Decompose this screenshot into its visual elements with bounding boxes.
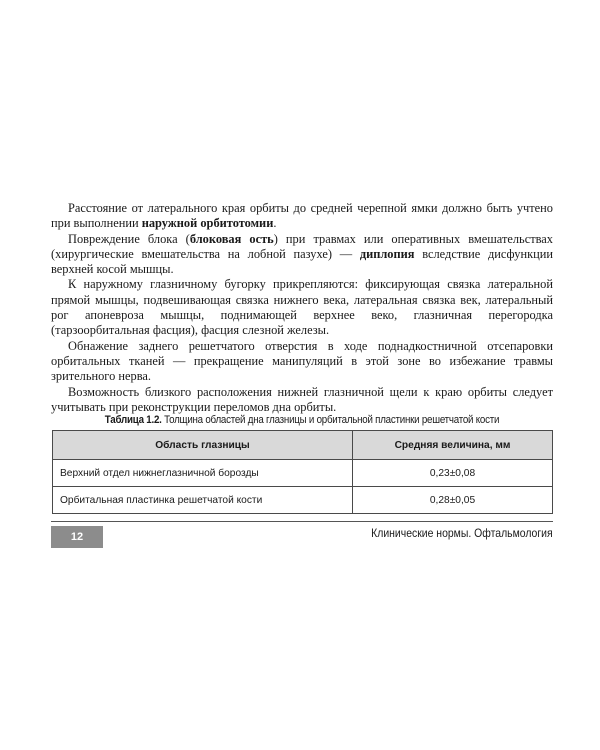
table-row — [53, 460, 553, 487]
table-cell-value: 0,28±0,05 — [353, 487, 553, 514]
table-caption — [71, 414, 533, 426]
body-text — [51, 201, 553, 415]
column-header-value: Средняя величина, мм — [353, 431, 553, 460]
running-title: Клинические нормы. Офтальмология — [371, 527, 553, 540]
table-caption-label: Таблица 1.2. — [104, 414, 162, 426]
paragraph: Возможность близкого расположения нижней глазничной щели к краю орбиты следует учитывать при реконструкции переломов дна орбиты. — [51, 384, 553, 414]
column-header-area: Область глазницы — [53, 431, 353, 460]
paragraph: Обнажение заднего решетчатого отверстия в ходе поднадкостничной отсепаровки орбитальных тканей — прекращение манипуляций в этой зоне во избежание травмы зрительного нерва. — [51, 338, 553, 384]
thickness-table — [52, 430, 553, 514]
paragraph: Повреждение блока (блоковая ость) при травмах или оперативных вмешательствах (хирургические вмешательства на лобной пазухе) — диплопия вследствие дисфункции верхней косой мышцы. — [51, 231, 553, 277]
paragraph: К наружному глазничному бугорку прикрепляются: фиксирующая связка латеральной прямой мышцы, подвешивающая связка нижнего века, латеральная связка век, латеральный рог апоневроза мышцы, поднимающей верхнее веко, глазничная перегородка (тарзоорбитальная фасция), фасция слезной железы. — [51, 277, 553, 338]
table-cell-area: Орбитальная пластинка решетчатой кости — [53, 487, 353, 514]
paragraph: Расстояние от латерального края орбиты до средней черепной ямки должно быть учтено при выполнении наружной орбитотомии. — [51, 201, 553, 231]
footer-divider — [51, 521, 553, 522]
table-cell-area: Верхний отдел нижнеглазничной борозды — [53, 460, 353, 487]
table-caption-text: Толщина областей дна глазницы и орбитальной пластинки решетчатой кости — [164, 414, 500, 426]
table-cell-value: 0,23±0,08 — [353, 460, 553, 487]
table-row — [53, 487, 553, 514]
page-number: 12 — [51, 526, 103, 548]
table-header-row — [53, 431, 553, 460]
